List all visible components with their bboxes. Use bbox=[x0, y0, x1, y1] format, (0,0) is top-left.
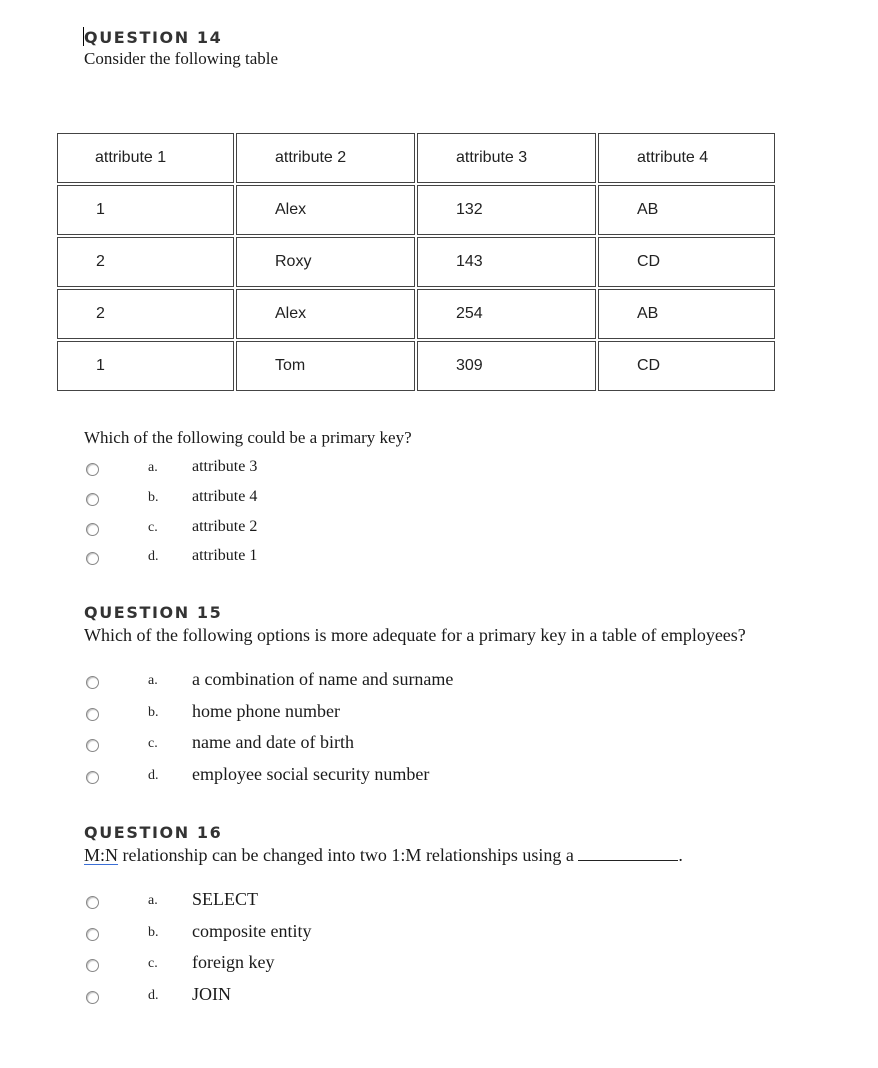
radio-button[interactable] bbox=[86, 771, 99, 784]
option-text: attribute 2 bbox=[192, 518, 258, 535]
option-text: SELECT bbox=[192, 889, 258, 909]
option-letter: b. bbox=[148, 490, 159, 505]
table-cell: 2 bbox=[57, 289, 234, 339]
option-letter: c. bbox=[148, 520, 158, 535]
option-letter: b. bbox=[148, 925, 159, 940]
answer-blank bbox=[578, 846, 678, 861]
option-letter: c. bbox=[148, 956, 158, 971]
mn-term: M:N bbox=[84, 845, 119, 865]
table-cell: Roxy bbox=[236, 237, 415, 287]
table-cell: AB bbox=[598, 185, 775, 235]
radio-button[interactable] bbox=[86, 739, 99, 752]
question-15-prompt: Which of the following options is more adequate for a primary key in a table of employees? bbox=[84, 625, 746, 645]
option-text: name and date of birth bbox=[192, 732, 354, 752]
prompt-text: relationship can be changed into two 1:M relationships using a bbox=[118, 845, 579, 865]
table-header-cell: attribute 2 bbox=[236, 133, 415, 183]
option-text: foreign key bbox=[192, 952, 275, 972]
table-cell: Tom bbox=[236, 341, 415, 391]
option-letter: d. bbox=[148, 768, 159, 783]
option-letter: d. bbox=[148, 549, 159, 564]
radio-button[interactable] bbox=[86, 991, 99, 1004]
attribute-table bbox=[55, 131, 777, 393]
option-letter: a. bbox=[148, 893, 158, 908]
question-14-prompt: Which of the following could be a primary key? bbox=[84, 428, 412, 447]
radio-button[interactable] bbox=[86, 676, 99, 689]
prompt-end: . bbox=[678, 845, 683, 865]
option-letter: d. bbox=[148, 988, 159, 1003]
table-cell: AB bbox=[598, 289, 775, 339]
table-header-cell: attribute 4 bbox=[598, 133, 775, 183]
table-row bbox=[57, 237, 775, 287]
table-cell: 254 bbox=[417, 289, 596, 339]
option-letter: b. bbox=[148, 705, 159, 720]
table-row bbox=[57, 341, 775, 391]
option-text: JOIN bbox=[192, 984, 231, 1004]
radio-button[interactable] bbox=[86, 708, 99, 721]
option-text: employee social security number bbox=[192, 764, 430, 784]
option-letter: c. bbox=[148, 736, 158, 751]
radio-button[interactable] bbox=[86, 928, 99, 941]
question-16-prompt bbox=[84, 845, 683, 866]
table-cell: Alex bbox=[236, 185, 415, 235]
option-text: home phone number bbox=[192, 701, 340, 721]
table-cell: 132 bbox=[417, 185, 596, 235]
question-15-title: QUESTION 15 bbox=[84, 603, 223, 622]
radio-button[interactable] bbox=[86, 552, 99, 565]
radio-button[interactable] bbox=[86, 896, 99, 909]
option-letter: a. bbox=[148, 460, 158, 475]
table-cell: 2 bbox=[57, 237, 234, 287]
table-cell: Alex bbox=[236, 289, 415, 339]
table-header-cell: attribute 3 bbox=[417, 133, 596, 183]
option-text: attribute 1 bbox=[192, 547, 258, 564]
option-text: a combination of name and surname bbox=[192, 669, 454, 689]
radio-button[interactable] bbox=[86, 959, 99, 972]
question-14-intro: Consider the following table bbox=[84, 49, 279, 68]
option-text: attribute 4 bbox=[192, 488, 258, 505]
radio-button[interactable] bbox=[86, 463, 99, 476]
table-header-cell: attribute 1 bbox=[57, 133, 234, 183]
question-16-title: QUESTION 16 bbox=[84, 823, 223, 842]
table-cell: 1 bbox=[57, 185, 234, 235]
table-row bbox=[57, 185, 775, 235]
option-text: attribute 3 bbox=[192, 458, 258, 475]
table-cell: 143 bbox=[417, 237, 596, 287]
table-cell: 309 bbox=[417, 341, 596, 391]
radio-button[interactable] bbox=[86, 523, 99, 536]
table-cell: CD bbox=[598, 341, 775, 391]
table-cell: 1 bbox=[57, 341, 234, 391]
table-row bbox=[57, 289, 775, 339]
option-text: composite entity bbox=[192, 921, 312, 941]
question-14-title: QUESTION 14 bbox=[84, 28, 223, 47]
radio-button[interactable] bbox=[86, 493, 99, 506]
option-letter: a. bbox=[148, 673, 158, 688]
table-header-row bbox=[57, 133, 775, 183]
table-cell: CD bbox=[598, 237, 775, 287]
